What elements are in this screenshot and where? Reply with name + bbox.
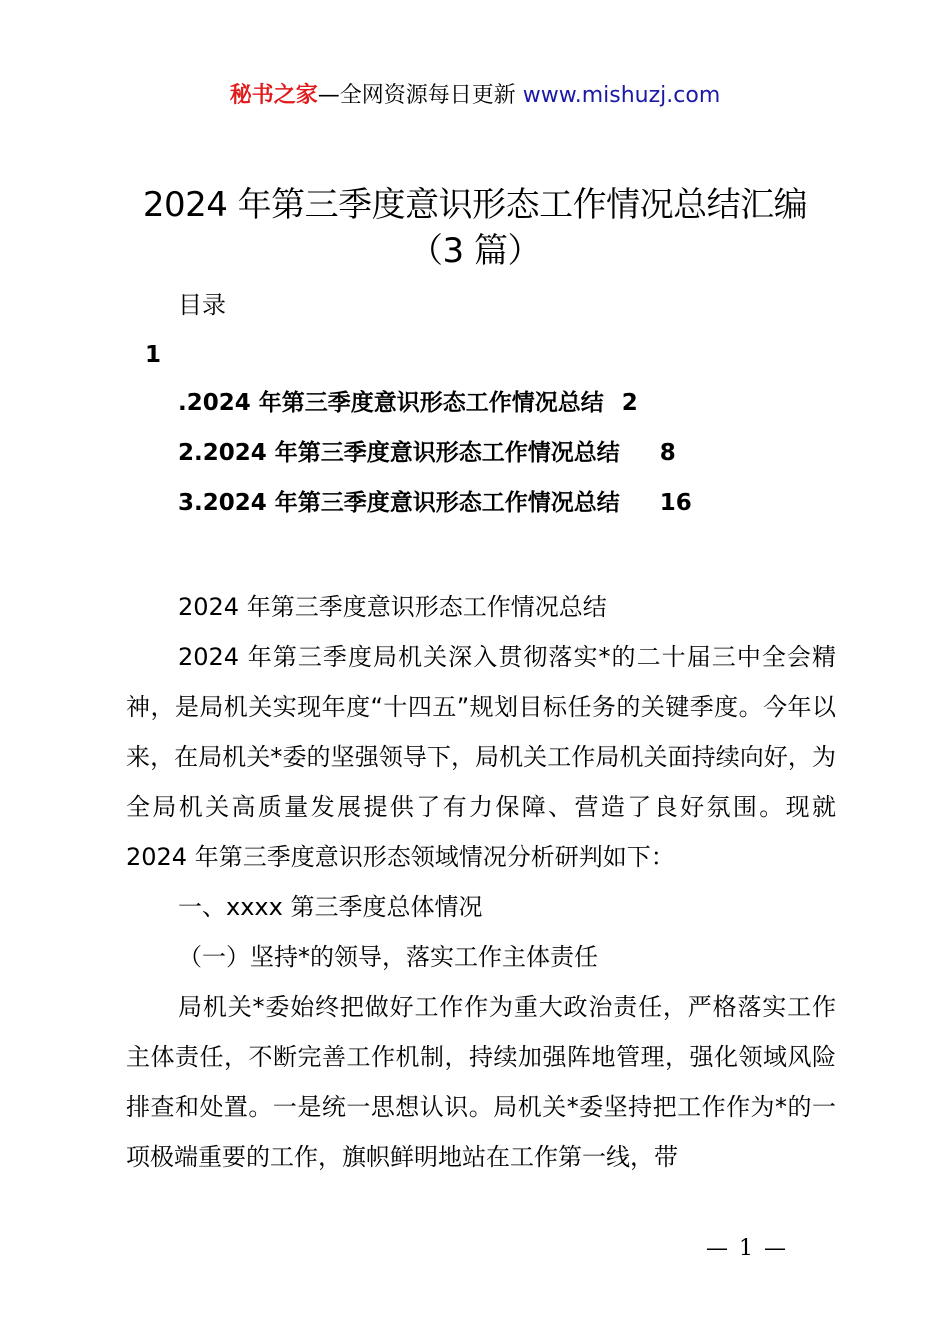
brand-name: 秘书之家 (229, 83, 318, 108)
site-header (0, 80, 950, 112)
table-of-contents (178, 386, 798, 536)
toc-entry-title: 2.2024 年第三季度意识形态工作情况总结 (178, 440, 620, 466)
toc-first-number: 1 (145, 342, 162, 368)
header-tagline: —全网资源每日更新 (317, 83, 523, 108)
toc-entry[interactable] (178, 436, 798, 486)
toc-entry[interactable] (178, 386, 798, 436)
toc-heading: 目录 (178, 291, 226, 319)
body-paragraph: 2024 年第三季度局机关深入贯彻落实*的二十届三中全会精神，是局机关实现年度“十四五”规划目标任务的关键季度。今年以来，在局机关*委的坚强领导下，局机关工作局机关面持续向好，为全局机关高质量发展提供了有力保障、营造了良好氛围。现就 2024 年第三季度意识形态领域情况分析研判如下： (126, 643, 836, 871)
page-number: — 1 — (706, 1236, 788, 1261)
site-url-link[interactable]: www.mishuzj.com (522, 83, 721, 108)
section-heading: 一、xxxx 第三季度总体情况 (178, 893, 483, 921)
body-paragraph: 局机关*委始终把做好工作作为重大政治责任，严格落实工作主体责任，不断完善工作机制，持续加强阵地管理，强化领域风险排查和处置。一是统一思想认识。局机关*委坚持把工作作为*的一项极端重要的工作，旗帜鲜明地站在工作第一线，带 (126, 993, 836, 1171)
toc-entry-page: 8 (659, 440, 676, 466)
subsection-heading: （一）坚持*的领导，落实工作主体责任 (178, 943, 598, 971)
toc-entry[interactable] (178, 486, 798, 536)
document-body (126, 582, 836, 1182)
section-title: 2024 年第三季度意识形态工作情况总结 (178, 593, 607, 621)
toc-entry-title: 3.2024 年第三季度意识形态工作情况总结 (178, 490, 620, 516)
document-title: 2024 年第三季度意识形态工作情况总结汇编（3 篇） (142, 185, 808, 271)
toc-entry-page: 16 (659, 490, 692, 516)
toc-entry-title: .2024 年第三季度意识形态工作情况总结 (178, 390, 604, 416)
toc-entry-page: 2 (621, 390, 638, 416)
